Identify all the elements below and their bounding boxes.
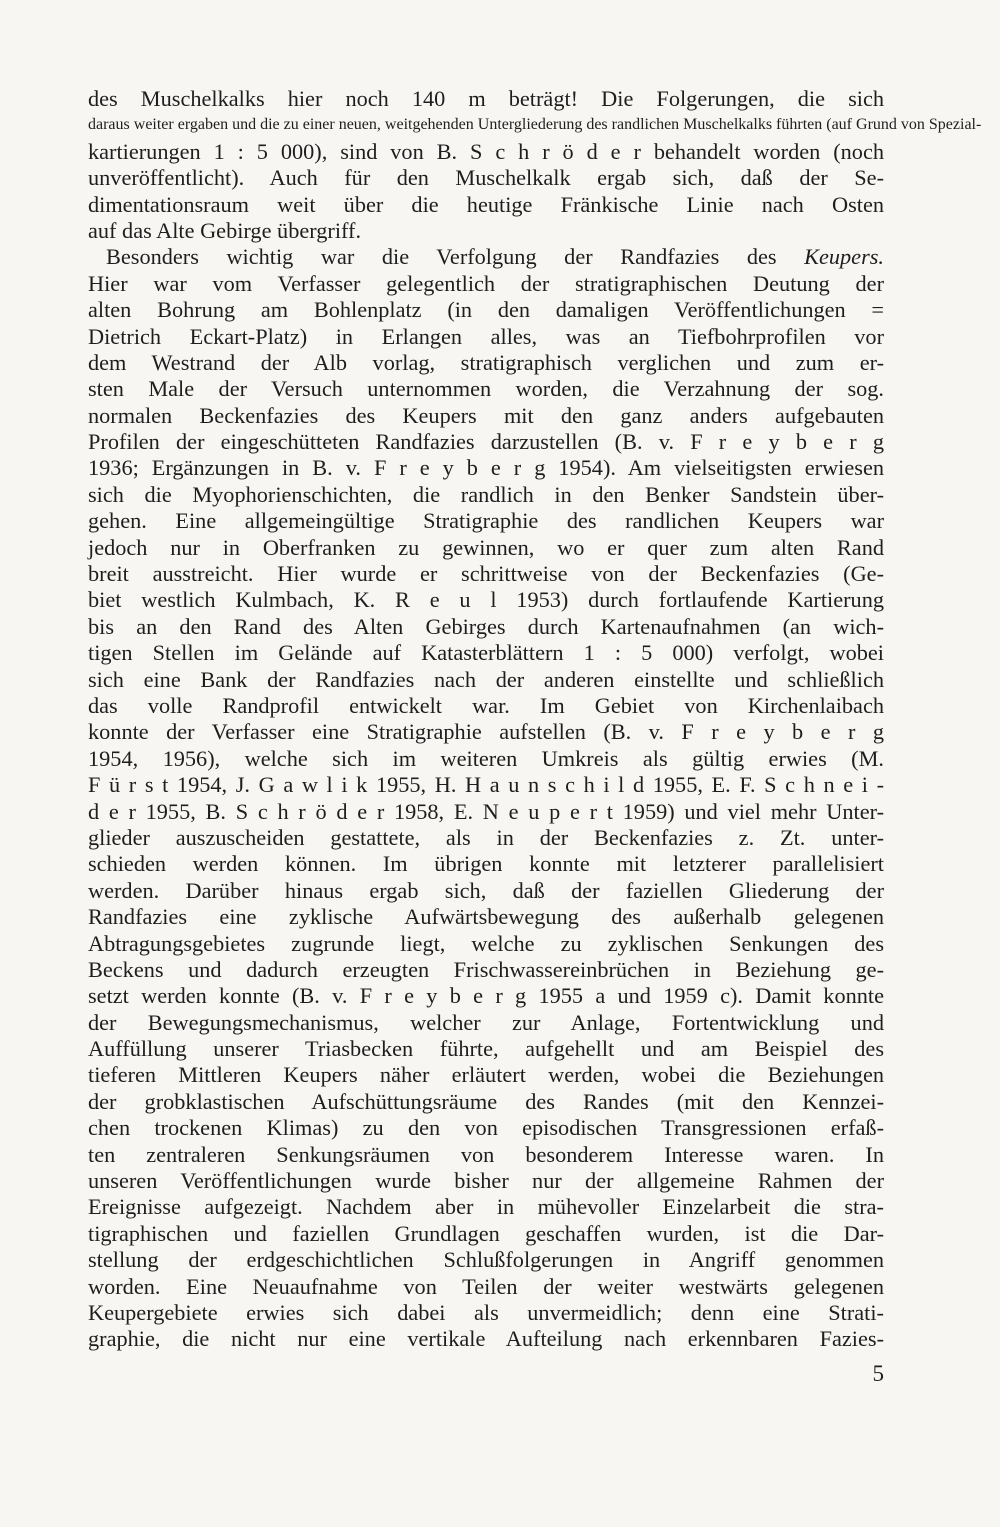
text-line: bis an den Rand des Alten Gebirges durch Kartenaufnahmen (an wich- — [88, 613, 884, 639]
paragraph-muschelkalk — [88, 86, 982, 244]
text-line: kartierungen 1 : 5 000), sind von B. S c h r ö d e r behandelt worden (noch — [88, 138, 884, 164]
text-line: Abtragungsgebietes zugrunde liegt, welche zu zyklischen Senkungen des — [88, 930, 884, 956]
page-number: 5 — [872, 1361, 884, 1386]
text-line: tigen Stellen im Gelände auf Katasterblättern 1 : 5 000) verfolgt, wobei — [88, 640, 884, 666]
text-line: schieden werden können. Im übrigen konnte mit letzterer parallelisiert — [88, 851, 884, 877]
text-line: der grobklastischen Aufschüttungsräume des Randes (mit den Kennzei- — [88, 1088, 884, 1114]
text-line: sich die Myophorienschichten, die randlich in den Benker Sandstein über- — [88, 481, 884, 507]
text-line: Besonders wichtig war die Verfolgung der Randfazies des Keupers. — [106, 244, 884, 270]
text-line: dem Westrand der Alb vorlag, stratigraphisch verglichen und zum er- — [88, 349, 884, 375]
text-line: des Muschelkalks hier noch 140 m beträgt! Die Folgerungen, die sich — [88, 86, 884, 111]
text-line: dimentationsraum weit über die heutige Fränkische Linie nach Osten — [88, 191, 884, 217]
text-line: stellung der erdgeschichtlichen Schlußfolgerungen in Angriff genommen — [88, 1247, 884, 1273]
text-line: biet westlich Kulmbach, K. R e u l 1953) durch fortlaufende Kartierung — [88, 587, 884, 613]
text-line: auf das Alte Gebirge übergriff. — [88, 217, 362, 243]
text-line: Hier war vom Verfasser gelegentlich der stratigraphischen Deutung der — [88, 270, 884, 296]
text-line: worden. Eine Neuaufnahme von Teilen der weiter westwärts gelegenen — [88, 1273, 884, 1299]
text-line: d e r 1955, B. S c h r ö d e r 1958, E. N e u p e r t 1959) und viel mehr Unter- — [88, 798, 884, 824]
text-line: breit ausstreicht. Hier wurde er schrittweise von der Beckenfazies (Ge- — [88, 561, 884, 587]
text-line: F ü r s t 1954, J. G a w l i k 1955, H. H a u n s c h i l d 1955, E. F. S c h n e i - — [88, 772, 884, 798]
text-line: Auffüllung unserer Triasbecken führte, aufgehellt und am Beispiel des — [88, 1036, 884, 1062]
text-line: glieder auszuscheiden gestattete, als in der Beckenfazies z. Zt. unter- — [88, 824, 884, 850]
text-line: Keupergebiete erwies sich dabei als unvermeidlich; denn eine Strati- — [88, 1299, 884, 1325]
text-line: der Bewegungsmechanismus, welcher zur Anlage, Fortentwicklung und — [88, 1009, 884, 1035]
text-line: sten Male der Versuch unternommen worden, die Verzahnung der sog. — [88, 376, 884, 402]
text-line: jedoch nur in Oberfranken zu gewinnen, wo er quer zum alten Rand — [88, 534, 884, 560]
body-text — [88, 86, 982, 1353]
text-line: Beckens und dadurch erzeugten Frischwassereinbrüchen in Beziehung ge- — [88, 956, 884, 982]
text-line: 1954, 1956), welche sich im weiteren Umkreis als gültig erwies (M. — [88, 745, 884, 771]
text-line: Dietrich Eckart-Platz) in Erlangen alles, was an Tiefbohrprofilen vor — [88, 323, 884, 349]
text-line: unveröffentlicht). Auch für den Muschelkalk ergab sich, daß der Se- — [88, 165, 884, 191]
text-line: Profilen der eingeschütteten Randfazies darzustellen (B. v. F r e y b e r g — [88, 429, 884, 455]
text-line: gehen. Eine allgemeingültige Stratigraphie des randlichen Keupers war — [88, 508, 884, 534]
text-line: chen trockenen Klimas) zu den von episodischen Transgressionen erfaß- — [88, 1115, 884, 1141]
text-line: Ereignisse aufgezeigt. Nachdem aber in mühevoller Einzelarbeit die stra- — [88, 1194, 884, 1220]
paragraph-keuper — [88, 244, 884, 1352]
text-line: unseren Veröffentlichungen wurde bisher nur der allgemeine Rahmen der — [88, 1168, 884, 1194]
text-line: normalen Beckenfazies des Keupers mit den ganz anders aufgebauten — [88, 402, 884, 428]
text-line: graphie, die nicht nur eine vertikale Aufteilung nach erkennbaren Fazies- — [88, 1326, 884, 1352]
text-line: sich eine Bank der Randfazies nach der anderen einstellte und schließlich — [88, 666, 884, 692]
text-line: konnte der Verfasser eine Stratigraphie aufstellen (B. v. F r e y b e r g — [88, 719, 884, 745]
text-line: tigraphischen und faziellen Grundlagen geschaffen wurden, ist die Dar- — [88, 1220, 884, 1246]
emphasis-keupers: Keupers. — [804, 244, 884, 270]
text-line: tieferen Mittleren Keupers näher erläutert werden, wobei die Beziehungen — [88, 1062, 884, 1088]
text-line: daraus weiter ergaben und die zu einer neuen, weitgehenden Untergliederung des randlichen Muschelkalks führten (auf Grund von Spezial- — [88, 116, 982, 134]
text-line: das volle Randprofil entwickelt war. Im Gebiet von Kirchenlaibach — [88, 692, 884, 718]
text-line: setzt werden konnte (B. v. F r e y b e r g 1955 a und 1959 c). Damit konnte — [88, 983, 884, 1009]
text-line: werden. Darüber hinaus ergab sich, daß der faziellen Gliederung der — [88, 877, 884, 903]
text-line: alten Bohrung am Bohlenplatz (in den damaligen Veröffentlichungen = — [88, 297, 884, 323]
text-line: ten zentraleren Senkungsräumen von besonderem Interesse waren. In — [88, 1141, 884, 1167]
text-line: 1936; Ergänzungen in B. v. F r e y b e r g 1954). Am vielseitigsten erwiesen — [88, 455, 884, 481]
text-line: Randfazies eine zyklische Aufwärtsbewegung des außerhalb gelegenen — [88, 904, 884, 930]
